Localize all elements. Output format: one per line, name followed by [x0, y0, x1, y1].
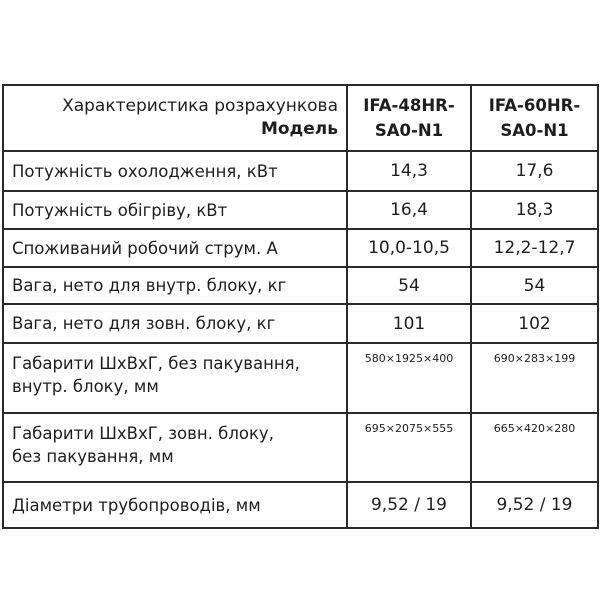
row-label: Потужність обігріву, кВт	[3, 191, 347, 229]
row-label	[3, 343, 347, 413]
row-value: 690×283×199	[471, 343, 598, 413]
header-characteristic-cell	[3, 85, 347, 151]
model-header-2	[471, 85, 598, 151]
row-label	[3, 413, 347, 482]
table-row	[3, 413, 598, 482]
row-label: Вага, нето для зовн. блоку, кг	[3, 304, 347, 343]
model-1-line-1: IFA-48HR-	[363, 96, 455, 115]
table-row	[3, 304, 598, 343]
row-value: 665×420×280	[471, 413, 598, 482]
table-row	[3, 191, 598, 229]
row-value: 9,52 / 19	[471, 482, 598, 528]
row-value: 580×1925×400	[347, 343, 471, 413]
specification-table	[2, 84, 599, 529]
row-value: 12,2-12,7	[471, 229, 598, 267]
table-row	[3, 343, 598, 413]
row-value: 16,4	[347, 191, 471, 229]
row-value: 14,3	[347, 151, 471, 191]
model-2-line-1: IFA-60HR-	[488, 96, 581, 115]
row-value: 695×2075×555	[347, 413, 471, 482]
row-label: Споживаний робочий струм. А	[3, 229, 347, 267]
table-row	[3, 229, 598, 267]
row-value: 17,6	[471, 151, 598, 191]
model-2-line-2: SA0-N1	[500, 121, 569, 140]
row-value: 54	[471, 267, 598, 304]
row-label-line: без пакування, мм	[12, 447, 174, 466]
row-label: Діаметри трубопроводів, мм	[3, 482, 347, 528]
table-row	[3, 267, 598, 304]
row-label-line: внутр. блоку, мм	[12, 377, 159, 396]
characteristic-label: Характеристика розрахункова	[62, 96, 338, 116]
model-label: Модель	[260, 119, 338, 139]
row-label-line: Габарити ШхВхГ, зовн. блоку,	[12, 424, 274, 443]
row-value: 101	[347, 304, 471, 343]
model-1-line-2: SA0-N1	[374, 121, 444, 140]
row-value: 102	[471, 304, 598, 343]
table-row	[3, 482, 598, 528]
header-row	[3, 85, 598, 151]
row-label: Потужність охолодження, кВт	[3, 151, 347, 191]
model-header-1	[347, 85, 471, 151]
row-value: 9,52 / 19	[347, 482, 471, 528]
row-label: Вага, нето для внутр. блоку, кг	[3, 267, 347, 304]
row-label-line: Габарити ШхВхГ, без пакування,	[12, 354, 300, 373]
table-row	[3, 151, 598, 191]
row-value: 10,0-10,5	[347, 229, 471, 267]
row-value: 18,3	[471, 191, 598, 229]
row-value: 54	[347, 267, 471, 304]
